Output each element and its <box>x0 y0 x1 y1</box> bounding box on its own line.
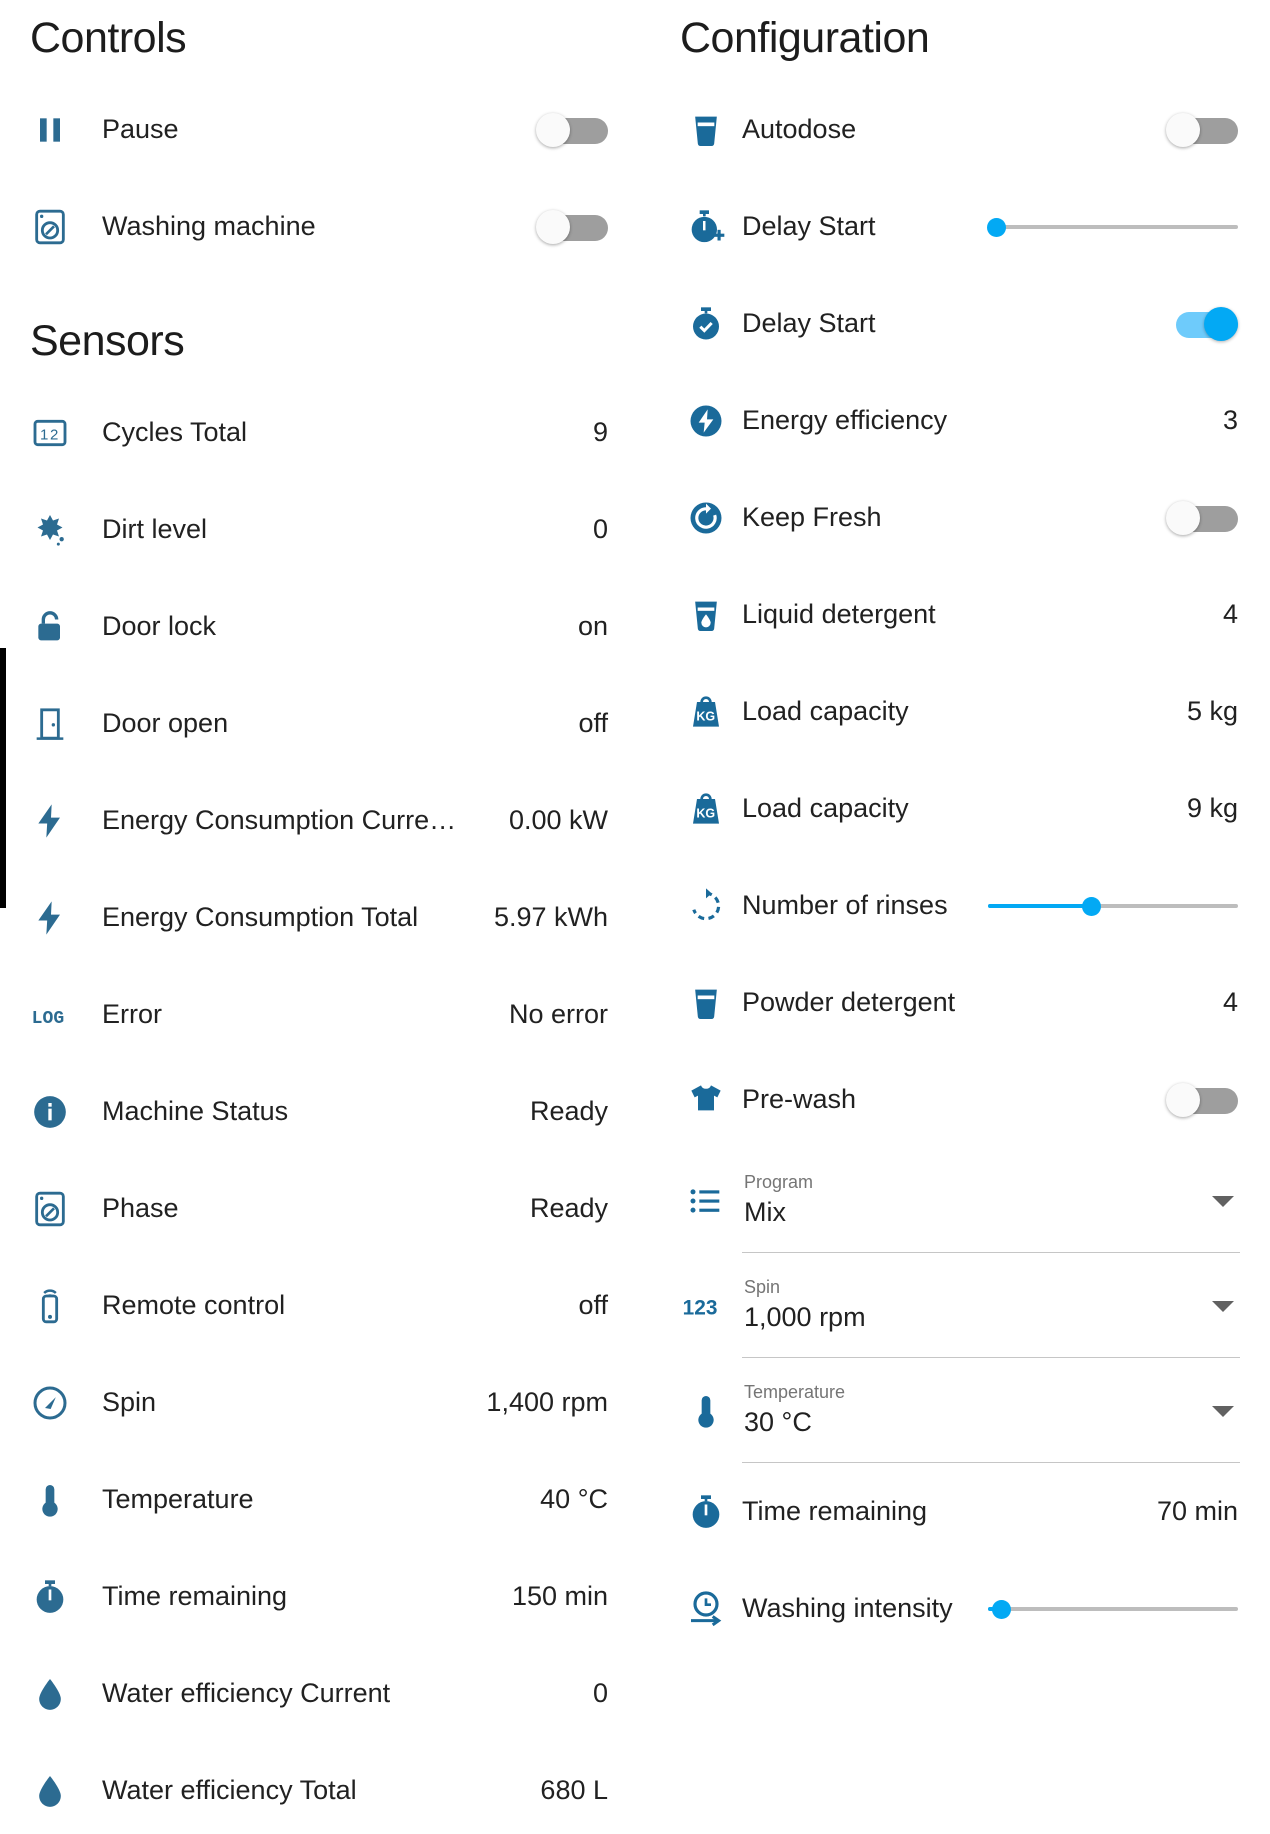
list-icon <box>670 1148 742 1253</box>
program-select-label: Program <box>744 1172 814 1192</box>
slider-thumb[interactable] <box>992 1600 1011 1619</box>
sensor-label: Energy Consumption Total <box>102 902 419 932</box>
spin-select-label: Spin <box>744 1277 781 1297</box>
sensor-value: No error <box>508 999 608 1029</box>
washing-machine-toggle[interactable] <box>530 210 608 244</box>
config-label: Delay Start <box>742 308 876 338</box>
sensor-label: Energy Consumption Curre… <box>102 805 457 835</box>
tshirt-icon <box>670 1080 742 1120</box>
toggle-knob <box>1166 1083 1200 1117</box>
sensor-value: 5.97 kWh <box>493 902 608 932</box>
program-select[interactable] <box>742 1148 1240 1253</box>
washing-machine-icon <box>30 207 102 247</box>
config-label: Delay Start <box>742 211 876 241</box>
sensor-row-dirt-level <box>30 481 610 578</box>
keep-fresh-icon <box>670 498 742 538</box>
control-label: Pause <box>102 114 179 144</box>
sensor-row-error <box>30 966 610 1063</box>
configuration-section-title: Configuration <box>680 14 930 62</box>
sensor-row-water-efficiency-total <box>30 1742 610 1834</box>
sensor-label: Time remaining <box>102 1581 288 1611</box>
sensors-section-title: Sensors <box>30 317 185 365</box>
config-row-time-remaining <box>670 1463 1240 1560</box>
sensor-row-energy-consumption-current <box>30 772 610 869</box>
config-row-spin[interactable] <box>670 1253 1240 1358</box>
sensor-value: 150 min <box>511 1581 608 1611</box>
slider-thumb[interactable] <box>987 218 1006 237</box>
water-drop-icon <box>30 1674 102 1714</box>
chevron-down-icon[interactable] <box>1212 1196 1234 1207</box>
config-label: Energy efficiency <box>742 405 948 435</box>
config-value: 4 <box>1222 599 1238 629</box>
sensor-row-cycles-total <box>30 384 610 481</box>
right-column <box>640 0 1270 1834</box>
sensor-label: Dirt level <box>102 514 208 544</box>
config-label: Time remaining <box>742 1496 928 1526</box>
autodose-toggle[interactable] <box>1160 113 1238 147</box>
liquid-detergent-icon <box>670 595 742 635</box>
123-icon <box>670 1253 742 1358</box>
info-icon <box>30 1092 102 1132</box>
config-label: Number of rinses <box>742 890 948 920</box>
toggle-knob <box>1166 501 1200 535</box>
water-drop-icon <box>30 1771 102 1811</box>
washing-intensity-icon <box>670 1589 742 1629</box>
cup-icon <box>670 110 742 150</box>
svg-text:KG: KG <box>696 805 716 820</box>
slider-rail <box>988 1607 1238 1611</box>
sensor-row-spin <box>30 1354 610 1451</box>
delay-start-toggle[interactable] <box>1160 307 1238 341</box>
toggle-knob <box>1204 307 1238 341</box>
washing-machine-icon <box>30 1189 102 1229</box>
flash-icon <box>30 898 102 938</box>
sensor-row-remote-control <box>30 1257 610 1354</box>
config-row-washing-intensity[interactable] <box>670 1560 1240 1657</box>
thermometer-icon <box>30 1480 102 1520</box>
thermometer-icon <box>670 1358 742 1463</box>
config-value: 70 min <box>1156 1496 1238 1526</box>
spin-select-value: 1,000 rpm <box>744 1302 866 1332</box>
controls-section-title: Controls <box>30 14 187 62</box>
rinse-icon <box>670 886 742 926</box>
sensor-value: Ready <box>529 1193 608 1223</box>
temperature-select[interactable] <box>742 1358 1240 1463</box>
sensor-label: Door lock <box>102 611 217 641</box>
flash-icon <box>30 801 102 841</box>
sensor-row-energy-consumption-total <box>30 869 610 966</box>
config-row-load-capacity-2 <box>670 760 1240 857</box>
toggle-knob <box>536 113 570 147</box>
config-row-load-capacity-1 <box>670 663 1240 760</box>
chevron-down-icon[interactable] <box>1212 1301 1234 1312</box>
config-label: Liquid detergent <box>742 599 936 629</box>
dirt-icon <box>30 510 102 550</box>
sensor-value: 40 °C <box>540 1484 608 1514</box>
config-row-energy-efficiency <box>670 372 1240 469</box>
load-capacity-icon <box>670 692 742 732</box>
sensor-row-water-efficiency-current <box>30 1645 610 1742</box>
config-row-powder-detergent <box>670 954 1240 1051</box>
timer-icon <box>30 1577 102 1617</box>
control-label: Washing machine <box>102 211 316 241</box>
svg-text:2: 2 <box>50 426 59 444</box>
energy-icon <box>670 401 742 441</box>
config-label: Keep Fresh <box>742 502 882 532</box>
chevron-down-icon[interactable] <box>1212 1406 1234 1417</box>
number-of-rinses-slider[interactable] <box>988 889 1238 923</box>
toggle-knob <box>536 210 570 244</box>
config-label: Autodose <box>742 114 857 144</box>
lock-icon <box>30 607 102 647</box>
log-icon <box>30 995 102 1035</box>
svg-text:123: 123 <box>682 1295 718 1319</box>
timer-icon <box>670 1492 742 1532</box>
config-row-keep-fresh[interactable] <box>670 469 1240 566</box>
config-label: Pre-wash <box>742 1084 857 1114</box>
sensor-value: Ready <box>529 1096 608 1126</box>
control-row-washing-machine[interactable] <box>30 178 610 275</box>
config-row-temperature[interactable] <box>670 1358 1240 1463</box>
config-label: Load capacity <box>742 696 909 726</box>
slider-fill <box>988 904 1091 908</box>
delay-start-slider[interactable] <box>988 210 1238 244</box>
config-row-pre-wash[interactable] <box>670 1051 1240 1148</box>
spin-icon <box>30 1383 102 1423</box>
config-row-program[interactable] <box>670 1148 1240 1253</box>
sensor-value: 9 <box>592 417 608 447</box>
config-row-number-of-rinses[interactable] <box>670 857 1240 954</box>
sensor-label: Cycles Total <box>102 417 248 447</box>
sensor-value: 0 <box>592 514 608 544</box>
sensor-row-machine-status <box>30 1063 610 1160</box>
load-capacity-icon <box>670 789 742 829</box>
sensor-value: off <box>578 708 608 738</box>
control-row-pause[interactable] <box>30 81 610 178</box>
config-label: Washing intensity <box>742 1593 953 1623</box>
pause-toggle[interactable] <box>530 113 608 147</box>
sensor-row-time-remaining <box>30 1548 610 1645</box>
config-value: 3 <box>1222 405 1238 435</box>
door-icon <box>30 704 102 744</box>
config-value: 4 <box>1222 987 1238 1017</box>
sensor-label: Phase <box>102 1193 179 1223</box>
pre-wash-toggle[interactable] <box>1160 1083 1238 1117</box>
config-value: 5 kg <box>1186 696 1238 726</box>
sensor-row-phase <box>30 1160 610 1257</box>
sensor-row-door-lock <box>30 578 610 675</box>
remote-icon <box>30 1286 102 1326</box>
delay-start-check-icon <box>670 304 742 344</box>
slider-thumb[interactable] <box>1082 897 1101 916</box>
config-row-delay-start-toggle[interactable] <box>670 275 1240 372</box>
pause-icon <box>30 110 102 150</box>
svg-text:KG: KG <box>696 708 716 723</box>
sensor-row-temperature <box>30 1451 610 1548</box>
powder-detergent-icon <box>670 983 742 1023</box>
counter-icon <box>30 413 102 453</box>
temperature-select-value: 30 °C <box>744 1407 812 1437</box>
config-row-delay-start-slider[interactable] <box>670 178 1240 275</box>
delay-start-plus-icon <box>670 207 742 247</box>
sensor-label: Error <box>102 999 162 1029</box>
toggle-knob <box>1166 113 1200 147</box>
sensor-label: Water efficiency Total <box>102 1775 357 1805</box>
sensor-value: 1,400 rpm <box>486 1387 608 1417</box>
temperature-select-label: Temperature <box>744 1382 846 1402</box>
sensor-value: 0 <box>592 1678 608 1708</box>
slider-rail <box>988 225 1238 229</box>
spin-select[interactable] <box>742 1253 1240 1358</box>
svg-text:LOG: LOG <box>31 1008 65 1029</box>
config-row-autodose[interactable] <box>670 81 1240 178</box>
sensor-value: 0.00 kW <box>508 805 608 835</box>
svg-text:1: 1 <box>40 426 49 444</box>
program-select-value: Mix <box>744 1197 786 1227</box>
sensor-label: Door open <box>102 708 229 738</box>
sensor-value: on <box>577 611 608 641</box>
sensor-label: Spin <box>102 1387 157 1417</box>
config-label: Load capacity <box>742 793 909 823</box>
config-label: Powder detergent <box>742 987 956 1017</box>
config-value: 9 kg <box>1186 793 1238 823</box>
sensor-label: Water efficiency Current <box>102 1678 391 1708</box>
keep-fresh-toggle[interactable] <box>1160 501 1238 535</box>
sensor-label: Remote control <box>102 1290 286 1320</box>
sensor-value: 680 L <box>540 1775 608 1805</box>
washing-intensity-slider[interactable] <box>988 1592 1238 1626</box>
sensor-label: Machine Status <box>102 1096 289 1126</box>
sensor-label: Temperature <box>102 1484 254 1514</box>
config-row-liquid-detergent <box>670 566 1240 663</box>
sensor-value: off <box>578 1290 608 1320</box>
sensor-row-door-open <box>30 675 610 772</box>
